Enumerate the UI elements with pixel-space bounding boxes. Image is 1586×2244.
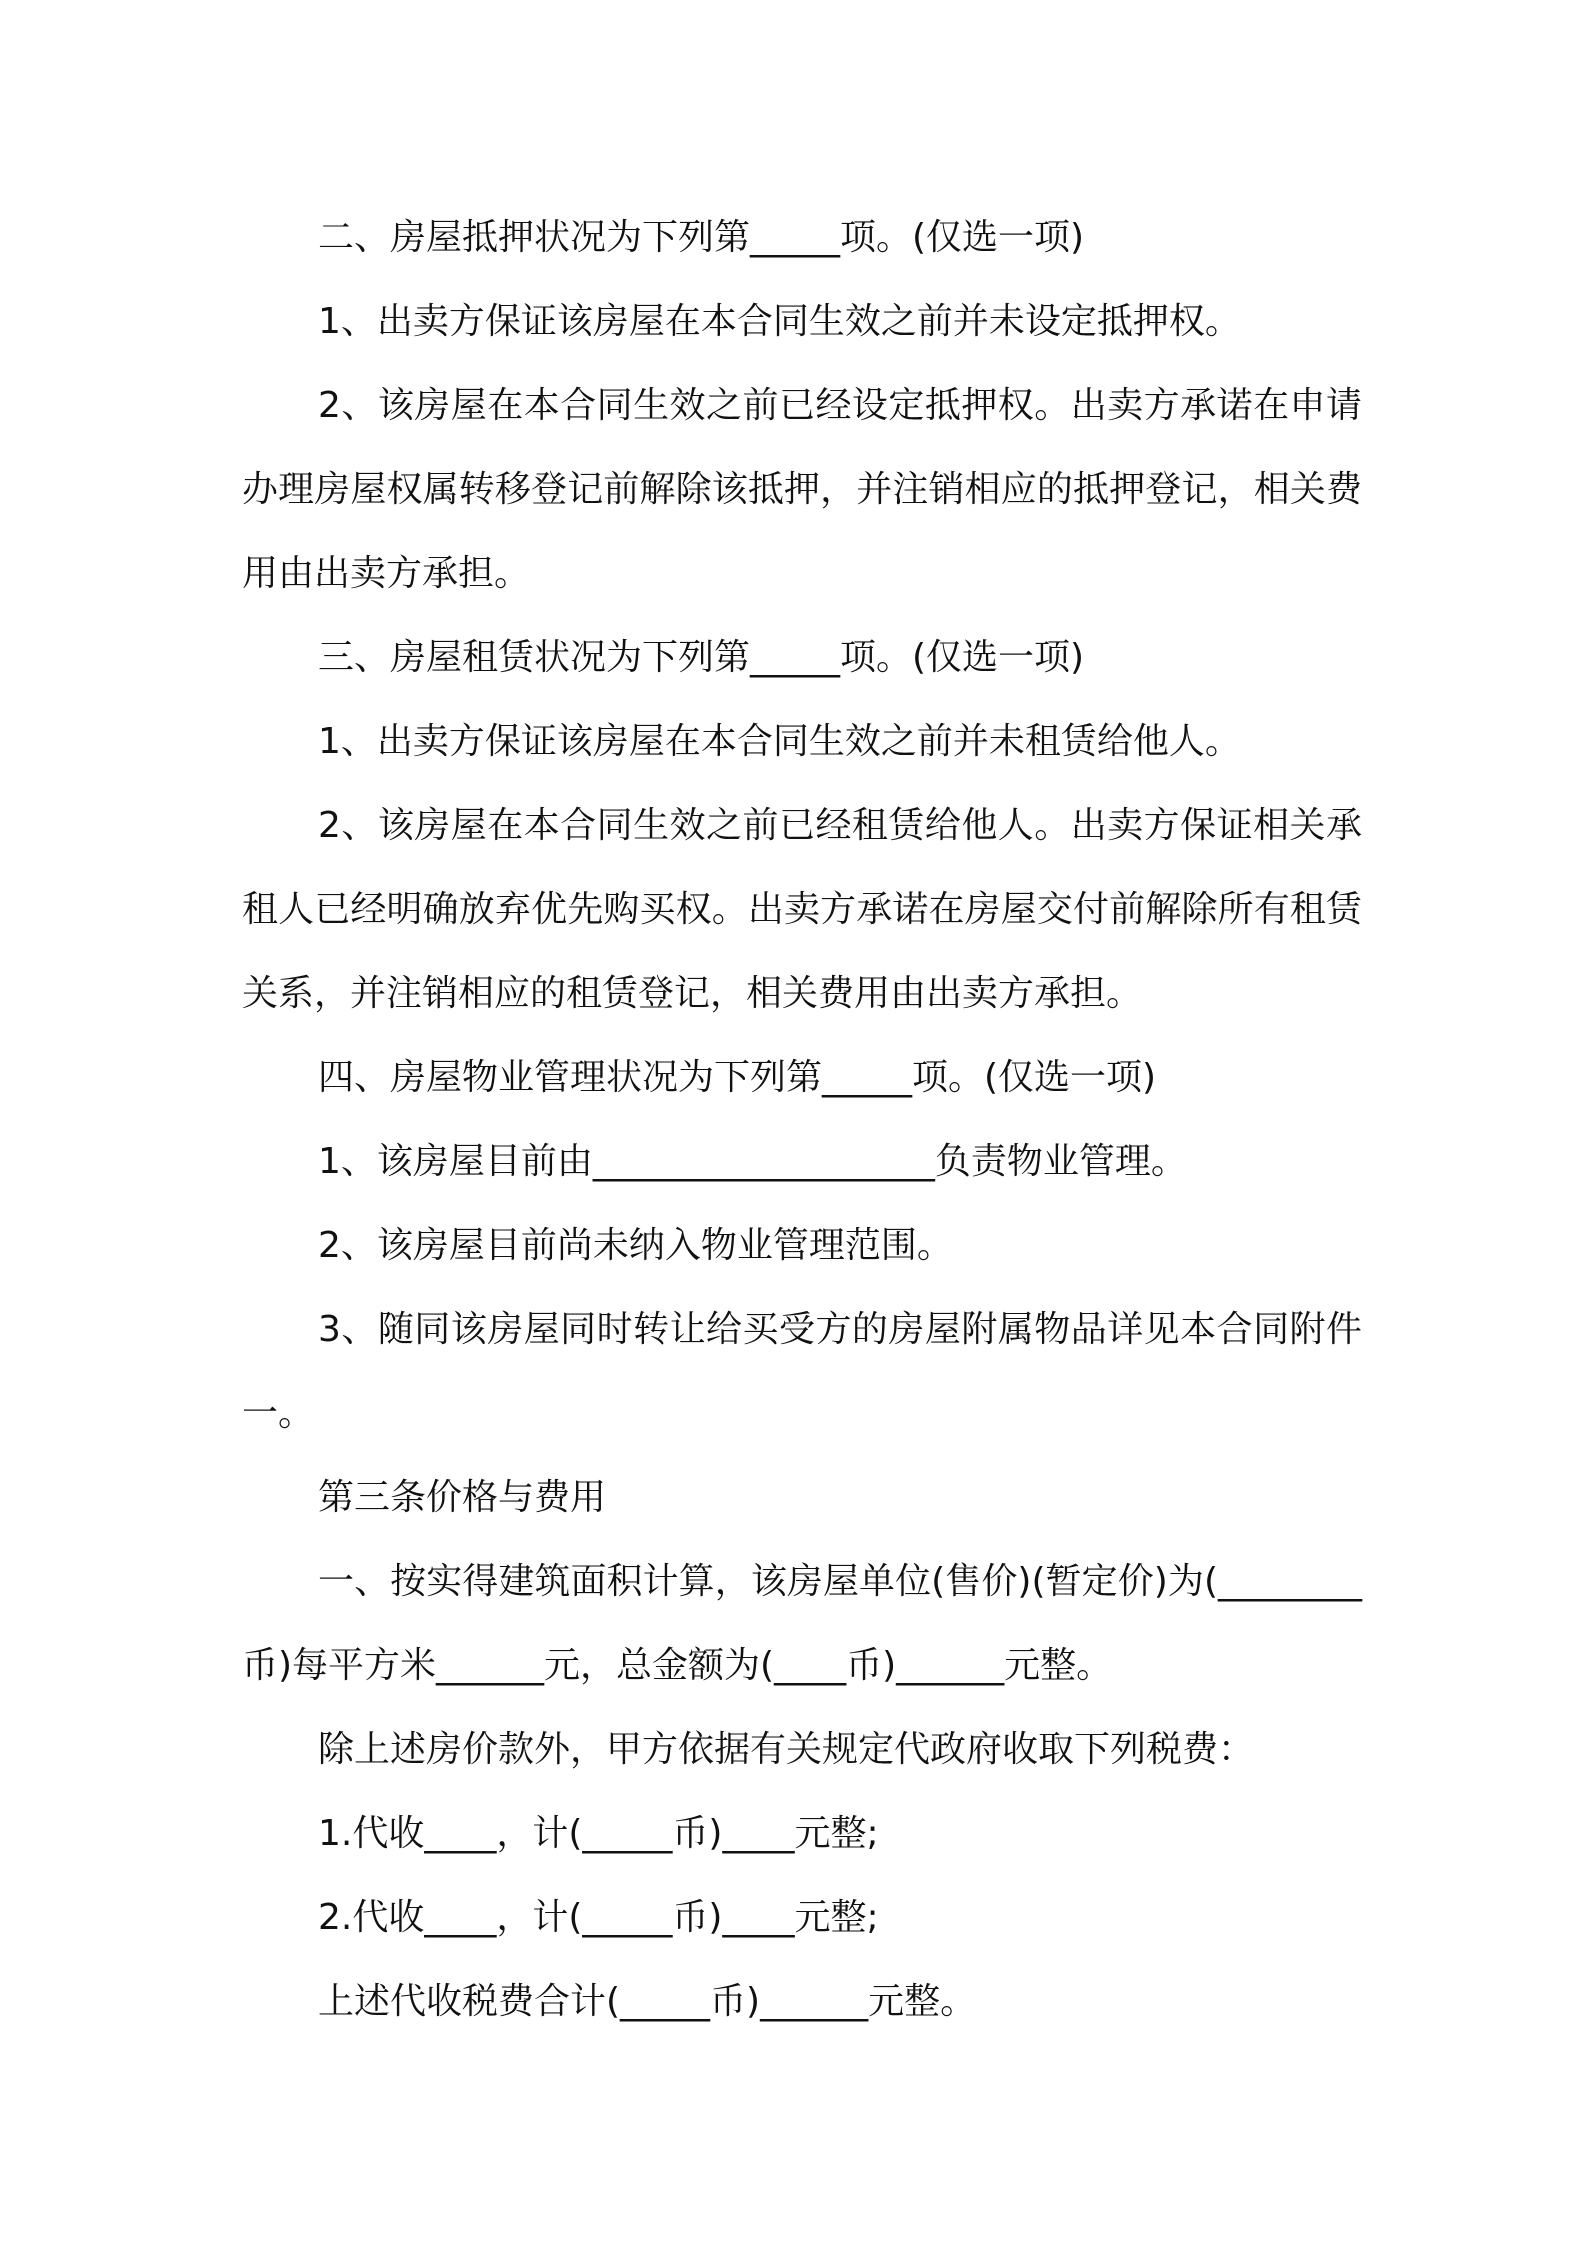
paragraph-unit-price: 一、按实得建筑面积计算，该房屋单位(售价)(暂定价)为(________币)每平方米______元，总金额为(____币)______元整。 — [242, 1561, 1362, 1686]
paragraph-mortgage-heading: 二、房屋抵押状况为下列第_____项。(仅选一项) — [318, 217, 1085, 258]
section-title-price-and-fees: 第三条价格与费用 — [318, 1477, 607, 1518]
paragraph-taxes-intro: 除上述房价款外，甲方依据有关规定代政府收取下列税费： — [318, 1729, 1255, 1770]
paragraph-tax-item-2: 2.代收____，计(_____币)____元整; — [318, 1897, 879, 1938]
paragraph-property-mgmt-heading: 四、房屋物业管理状况为下列第_____项。(仅选一项) — [318, 1057, 1157, 1098]
paragraph-tax-item-1: 1.代收____，计(_____币)____元整; — [318, 1813, 879, 1854]
paragraph-lease-heading: 三、房屋租赁状况为下列第_____项。(仅选一项) — [318, 637, 1085, 678]
paragraph-lease-option-1: 1、出卖方保证该房屋在本合同生效之前并未租赁给他人。 — [318, 721, 1241, 762]
paragraph-property-mgmt-option-2: 2、该房屋目前尚未纳入物业管理范围。 — [318, 1225, 953, 1266]
paragraph-property-mgmt-option-3: 3、随同该房屋同时转让给买受方的房屋附属物品详见本合同附件一。 — [242, 1309, 1362, 1434]
paragraph-mortgage-option-1: 1、出卖方保证该房屋在本合同生效之前并未设定抵押权。 — [318, 301, 1241, 342]
document-page — [242, 196, 1362, 2044]
paragraph-tax-total: 上述代收税费合计(_____币)______元整。 — [318, 1981, 977, 2022]
paragraph-lease-option-2: 2、该房屋在本合同生效之前已经租赁给他人。出卖方保证相关承租人已经明确放弃优先购买权。出卖方承诺在房屋交付前解除所有租赁关系，并注销相应的租赁登记，相关费用由出卖方承担。 — [242, 805, 1362, 1014]
paragraph-mortgage-option-2: 2、该房屋在本合同生效之前已经设定抵押权。出卖方承诺在申请办理房屋权属转移登记前解除该抵押，并注销相应的抵押登记，相关费用由出卖方承担。 — [242, 385, 1362, 594]
paragraph-property-mgmt-option-1: 1、该房屋目前由___________________负责物业管理。 — [318, 1141, 1187, 1182]
